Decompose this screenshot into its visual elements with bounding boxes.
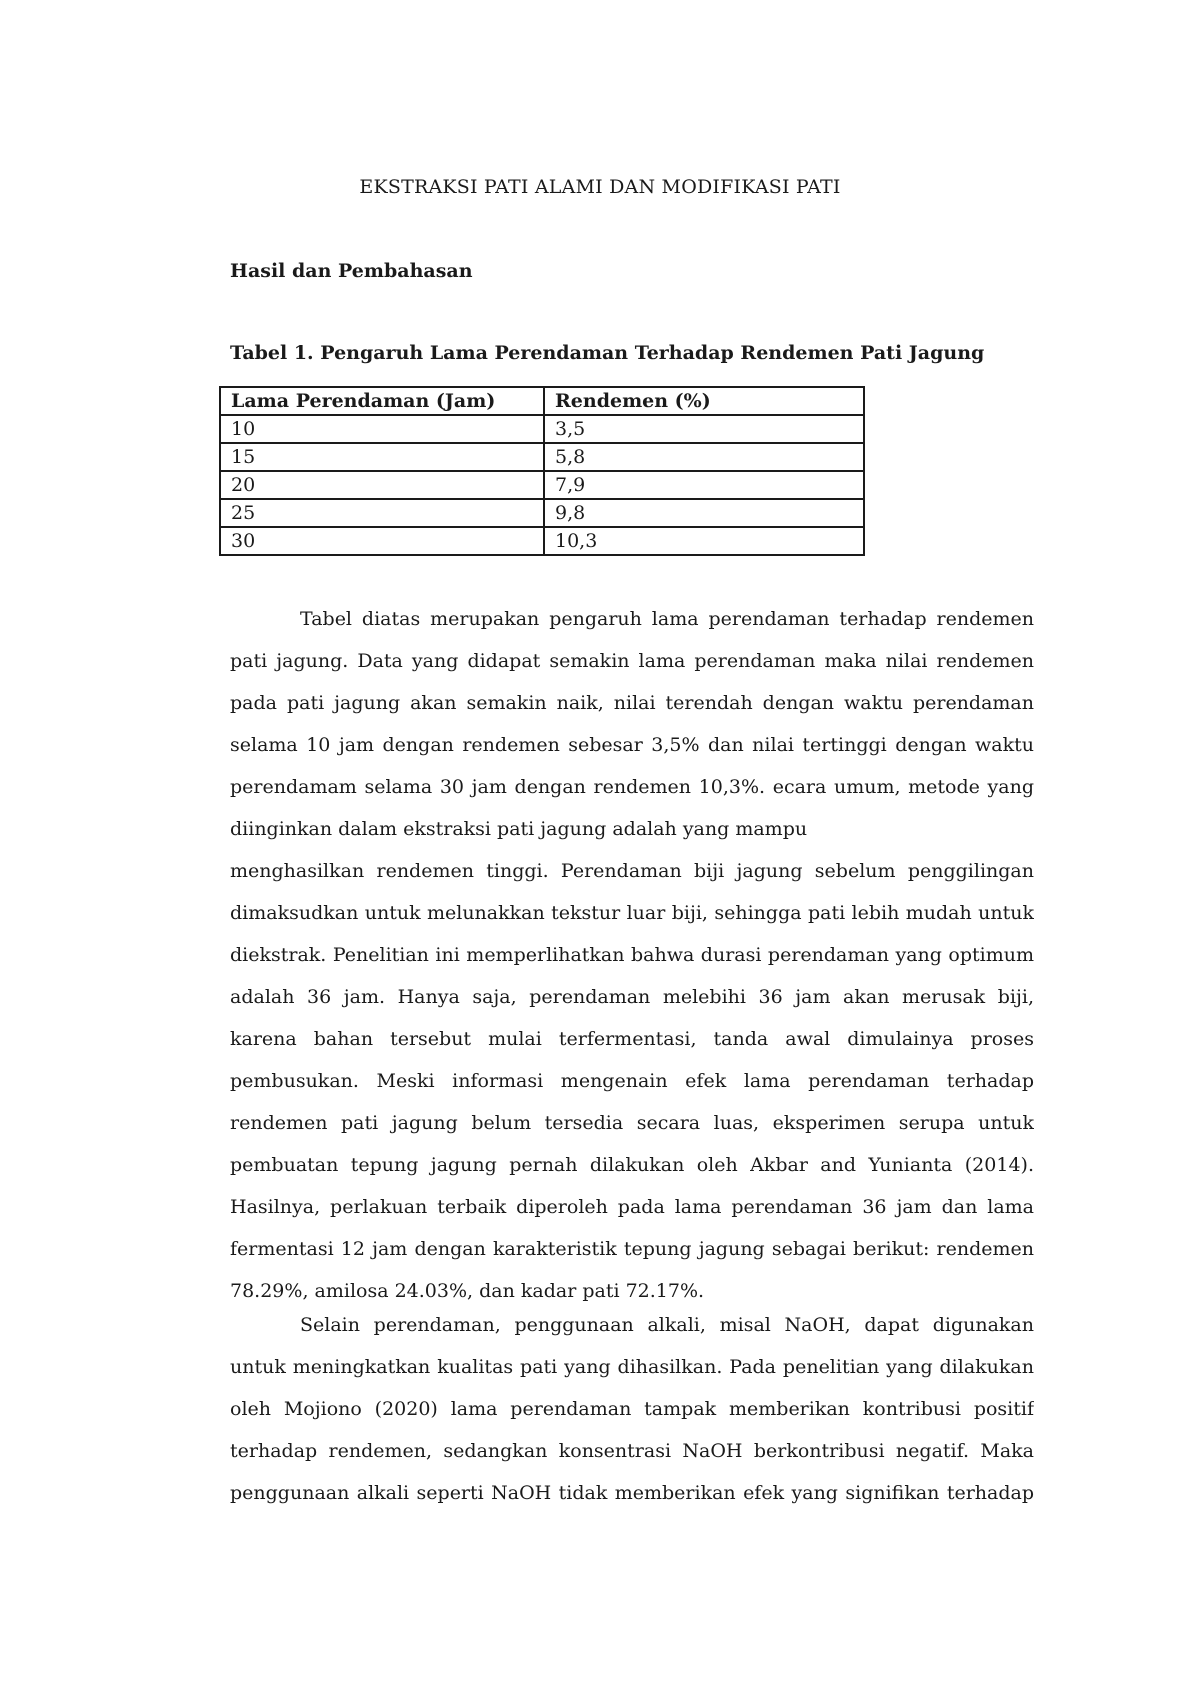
section-heading: Hasil dan Pembahasan (230, 260, 473, 282)
paragraph-line: terhadap rendemen, sedangkan konsentrasi NaOH berkontribusi negatif. Maka (230, 1440, 1034, 1462)
paragraph-line: Selain perendaman, penggunaan alkali, misal NaOH, dapat digunakan (300, 1314, 1034, 1336)
table-cell: 9,8 (544, 499, 864, 527)
table-row (220, 471, 864, 499)
table-row (220, 415, 864, 443)
paragraph-line: penggunaan alkali seperti NaOH tidak memberikan efek yang signifikan terhadap (230, 1482, 1034, 1504)
table-cell: 3,5 (544, 415, 864, 443)
paragraph-line: karena bahan tersebut mulai terfermentasi, tanda awal dimulainya proses (230, 1028, 1034, 1050)
table-header-cell: Lama Perendaman (Jam) (220, 387, 544, 415)
paragraph-line: pati jagung. Data yang didapat semakin lama perendaman maka nilai rendemen (230, 650, 1034, 672)
table-header-cell: Rendemen (%) (544, 387, 864, 415)
table-cell: 5,8 (544, 443, 864, 471)
paragraph-line: rendemen pati jagung belum tersedia secara luas, eksperimen serupa untuk (230, 1112, 1034, 1134)
paragraph-line: diinginkan dalam ekstraksi pati jagung adalah yang mampu (230, 818, 808, 840)
paragraph-line: menghasilkan rendemen tinggi. Perendaman biji jagung sebelum penggilingan (230, 860, 1034, 882)
table-cell: 15 (220, 443, 544, 471)
paragraph-line: perendamam selama 30 jam dengan rendemen 10,3%. ecara umum, metode yang (230, 776, 1034, 798)
paragraph-alkali (230, 1304, 1034, 1514)
paragraph-line: fermentasi 12 jam dengan karakteristik tepung jagung sebagai berikut: rendemen (230, 1238, 1034, 1260)
paragraph-line: Hasilnya, perlakuan terbaik diperoleh pada lama perendaman 36 jam dan lama (230, 1196, 1034, 1218)
paragraph-line: pembusukan. Meski informasi mengenain efek lama perendaman terhadap (230, 1070, 1034, 1092)
table-caption: Tabel 1. Pengaruh Lama Perendaman Terhadap Rendemen Pati Jagung (230, 342, 985, 364)
paragraph-line: untuk meningkatkan kualitas pati yang dihasilkan. Pada penelitian yang dilakukan (230, 1356, 1034, 1378)
paragraph-line: pada pati jagung akan semakin naik, nilai terendah dengan waktu perendaman (230, 692, 1034, 714)
table-cell: 20 (220, 471, 544, 499)
paragraph-line: dimaksudkan untuk melunakkan tekstur luar biji, sehingga pati lebih mudah untuk (230, 902, 1034, 924)
table-row (220, 443, 864, 471)
paragraph-line: Tabel diatas merupakan pengaruh lama perendaman terhadap rendemen (300, 608, 1034, 630)
paragraph-line: diekstrak. Penelitian ini memperlihatkan bahwa durasi perendaman yang optimum (230, 944, 1034, 966)
paragraph-discussion (230, 598, 1034, 1312)
document-title: EKSTRAKSI PATI ALAMI DAN MODIFIKASI PATI (359, 176, 841, 198)
paragraph-line: oleh Mojiono (2020) lama perendaman tampak memberikan kontribusi positif (230, 1398, 1034, 1420)
paragraph-line: selama 10 jam dengan rendemen sebesar 3,5% dan nilai tertinggi dengan waktu (230, 734, 1034, 756)
table-cell: 10,3 (544, 527, 864, 555)
paragraph-line: pembuatan tepung jagung pernah dilakukan oleh Akbar and Yunianta (2014). (230, 1154, 1034, 1176)
table-row (220, 499, 864, 527)
data-table (219, 386, 865, 556)
table-cell: 25 (220, 499, 544, 527)
table-cell: 30 (220, 527, 544, 555)
paragraph-line: adalah 36 jam. Hanya saja, perendaman melebihi 36 jam akan merusak biji, (230, 986, 1034, 1008)
table-cell: 7,9 (544, 471, 864, 499)
table-header-row (220, 387, 864, 415)
paragraph-line: 78.29%, amilosa 24.03%, dan kadar pati 72.17%. (230, 1280, 705, 1302)
table-row (220, 527, 864, 555)
table-cell: 10 (220, 415, 544, 443)
